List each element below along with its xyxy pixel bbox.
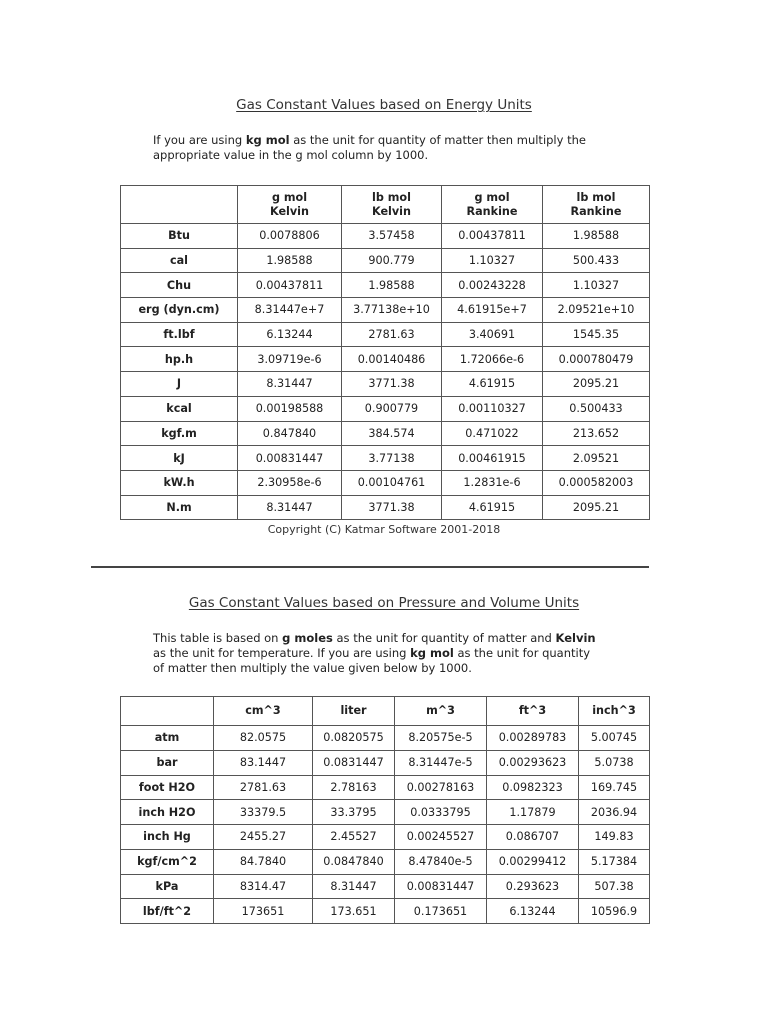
- pressure-unit-label: bar: [121, 750, 214, 775]
- table-row: [121, 347, 650, 372]
- table-cell: 0.0820575: [313, 726, 395, 751]
- pressure-column-header: cm^3: [214, 697, 313, 726]
- pressure-unit-label: kPa: [121, 874, 214, 899]
- energy-unit-label: ft.lbf: [121, 322, 238, 347]
- table-cell: 8.31447e+7: [238, 298, 342, 323]
- energy-intro-text: If you are using kg mol as the unit for quantity of matter then multiply the appropriate value in the g mol column by 1000.: [153, 133, 586, 162]
- table-cell: 6.13244: [487, 899, 579, 924]
- table-cell: 0.293623: [487, 874, 579, 899]
- energy-unit-label: kW.h: [121, 470, 238, 495]
- table-cell: 3771.38: [342, 372, 442, 397]
- table-cell: 0.00831447: [238, 446, 342, 471]
- table-cell: 0.471022: [442, 421, 543, 446]
- table-cell: 3.77138: [342, 446, 442, 471]
- energy-unit-label: kJ: [121, 446, 238, 471]
- table-row: [121, 874, 650, 899]
- table-cell: 1.17879: [487, 800, 579, 825]
- energy-unit-label: hp.h: [121, 347, 238, 372]
- table-cell: 0.0847840: [313, 849, 395, 874]
- table-cell: 8314.47: [214, 874, 313, 899]
- table-cell: 0.00293623: [487, 750, 579, 775]
- table-row: [121, 372, 650, 397]
- table-row: [121, 849, 650, 874]
- table-cell: 33379.5: [214, 800, 313, 825]
- table-row: [121, 825, 650, 850]
- table-cell: 3.09719e-6: [238, 347, 342, 372]
- table-cell: 3.57458: [342, 224, 442, 249]
- table-row: [121, 421, 650, 446]
- table-cell: 0.00245527: [395, 825, 487, 850]
- table-cell: 2781.63: [214, 775, 313, 800]
- table-cell: 0.900779: [342, 396, 442, 421]
- table-cell: 2036.94: [579, 800, 650, 825]
- table-cell: 8.31447: [313, 874, 395, 899]
- table-cell: 0.00299412: [487, 849, 579, 874]
- table-cell: 2455.27: [214, 825, 313, 850]
- table-cell: 1.98588: [342, 273, 442, 298]
- pressure-column-header: liter: [313, 697, 395, 726]
- pressure-column-header: inch^3: [579, 697, 650, 726]
- table-cell: 2095.21: [543, 495, 650, 520]
- table-cell: 3.77138e+10: [342, 298, 442, 323]
- table-cell: 169.745: [579, 775, 650, 800]
- table-cell: 8.47840e-5: [395, 849, 487, 874]
- energy-column-header: lb mol Kelvin: [342, 186, 442, 224]
- energy-header-row: [121, 186, 650, 224]
- table-cell: 0.000582003: [543, 470, 650, 495]
- table-cell: 8.31447e-5: [395, 750, 487, 775]
- table-cell: 3771.38: [342, 495, 442, 520]
- table-cell: 1545.35: [543, 322, 650, 347]
- table-row: [121, 470, 650, 495]
- energy-unit-label: N.m: [121, 495, 238, 520]
- table-row: [121, 446, 650, 471]
- table-cell: 1.10327: [543, 273, 650, 298]
- table-cell: 2.78163: [313, 775, 395, 800]
- table-cell: 0.0078806: [238, 224, 342, 249]
- table-cell: 0.00278163: [395, 775, 487, 800]
- table-row: [121, 800, 650, 825]
- table-cell: 1.98588: [238, 248, 342, 273]
- pressure-volume-units-table: [120, 696, 650, 924]
- pressure-column-header: ft^3: [487, 697, 579, 726]
- energy-units-table: [120, 185, 650, 520]
- table-cell: 82.0575: [214, 726, 313, 751]
- table-cell: 0.500433: [543, 396, 650, 421]
- energy-unit-label: Btu: [121, 224, 238, 249]
- table-cell: 0.00831447: [395, 874, 487, 899]
- table-cell: 0.00461915: [442, 446, 543, 471]
- table-cell: 33.3795: [313, 800, 395, 825]
- table-row: [121, 224, 650, 249]
- table-row: [121, 775, 650, 800]
- table-cell: 2.30958e-6: [238, 470, 342, 495]
- pressure-column-header: m^3: [395, 697, 487, 726]
- table-row: [121, 750, 650, 775]
- pressure-header-empty: [121, 697, 214, 726]
- table-cell: 2.45527: [313, 825, 395, 850]
- table-cell: 0.0982323: [487, 775, 579, 800]
- table-cell: 4.61915e+7: [442, 298, 543, 323]
- table-cell: 0.0831447: [313, 750, 395, 775]
- table-cell: 0.00437811: [442, 224, 543, 249]
- table-cell: 0.00110327: [442, 396, 543, 421]
- pressure-unit-label: foot H2O: [121, 775, 214, 800]
- table-row: [121, 495, 650, 520]
- energy-unit-label: cal: [121, 248, 238, 273]
- table-cell: 3.40691: [442, 322, 543, 347]
- table-cell: 2.09521: [543, 446, 650, 471]
- table-cell: 83.1447: [214, 750, 313, 775]
- table-row: [121, 726, 650, 751]
- table-cell: 149.83: [579, 825, 650, 850]
- pressure-unit-label: inch Hg: [121, 825, 214, 850]
- table-row: [121, 298, 650, 323]
- table-row: [121, 248, 650, 273]
- table-cell: 4.61915: [442, 372, 543, 397]
- pressure-unit-label: lbf/ft^2: [121, 899, 214, 924]
- pressure-unit-label: atm: [121, 726, 214, 751]
- table-cell: 0.847840: [238, 421, 342, 446]
- table-cell: 2781.63: [342, 322, 442, 347]
- table-cell: 0.00243228: [442, 273, 543, 298]
- energy-column-header: g mol Kelvin: [238, 186, 342, 224]
- table-cell: 0.173651: [395, 899, 487, 924]
- table-cell: 8.20575e-5: [395, 726, 487, 751]
- table-cell: 2095.21: [543, 372, 650, 397]
- table-cell: 173651: [214, 899, 313, 924]
- table-cell: 1.98588: [543, 224, 650, 249]
- table-cell: 0.0333795: [395, 800, 487, 825]
- table-cell: 0.00198588: [238, 396, 342, 421]
- table-row: [121, 899, 650, 924]
- table-cell: 384.574: [342, 421, 442, 446]
- table-cell: 6.13244: [238, 322, 342, 347]
- section-divider: [91, 566, 649, 568]
- table-cell: 0.00140486: [342, 347, 442, 372]
- energy-header-empty: [121, 186, 238, 224]
- table-cell: 4.61915: [442, 495, 543, 520]
- table-cell: 5.17384: [579, 849, 650, 874]
- table-cell: 900.779: [342, 248, 442, 273]
- table-cell: 500.433: [543, 248, 650, 273]
- table-cell: 213.652: [543, 421, 650, 446]
- pressure-header-row: [121, 697, 650, 726]
- table-cell: 0.00289783: [487, 726, 579, 751]
- energy-unit-label: erg (dyn.cm): [121, 298, 238, 323]
- table-cell: 173.651: [313, 899, 395, 924]
- pressure-intro-text: This table is based on g moles as the unit for quantity of matter and Kelvin as the unit for temperature. If you are using kg mol as the unit for quantity of matter then multiply the value given below by 1000.: [153, 631, 596, 675]
- table-cell: 1.2831e-6: [442, 470, 543, 495]
- energy-unit-label: kgf.m: [121, 421, 238, 446]
- table-cell: 1.72066e-6: [442, 347, 543, 372]
- pressure-unit-label: inch H2O: [121, 800, 214, 825]
- table-cell: 507.38: [579, 874, 650, 899]
- energy-unit-label: kcal: [121, 396, 238, 421]
- energy-unit-label: J: [121, 372, 238, 397]
- table-row: [121, 396, 650, 421]
- energy-unit-label: Chu: [121, 273, 238, 298]
- energy-table-title: Gas Constant Values based on Energy Units: [236, 97, 532, 113]
- table-cell: 0.00437811: [238, 273, 342, 298]
- table-cell: 8.31447: [238, 495, 342, 520]
- table-row: [121, 273, 650, 298]
- table-row: [121, 322, 650, 347]
- table-cell: 0.000780479: [543, 347, 650, 372]
- table-cell: 5.0738: [579, 750, 650, 775]
- pressure-table-title: Gas Constant Values based on Pressure and Volume Units: [188, 595, 580, 611]
- table-cell: 1.10327: [442, 248, 543, 273]
- table-cell: 0.00104761: [342, 470, 442, 495]
- table-cell: 8.31447: [238, 372, 342, 397]
- energy-column-header: lb mol Rankine: [543, 186, 650, 224]
- table-cell: 0.086707: [487, 825, 579, 850]
- table-cell: 10596.9: [579, 899, 650, 924]
- table-cell: 2.09521e+10: [543, 298, 650, 323]
- energy-column-header: g mol Rankine: [442, 186, 543, 224]
- table-cell: 84.7840: [214, 849, 313, 874]
- pressure-unit-label: kgf/cm^2: [121, 849, 214, 874]
- copyright-notice: Copyright (C) Katmar Software 2001-2018: [267, 523, 501, 536]
- table-cell: 5.00745: [579, 726, 650, 751]
